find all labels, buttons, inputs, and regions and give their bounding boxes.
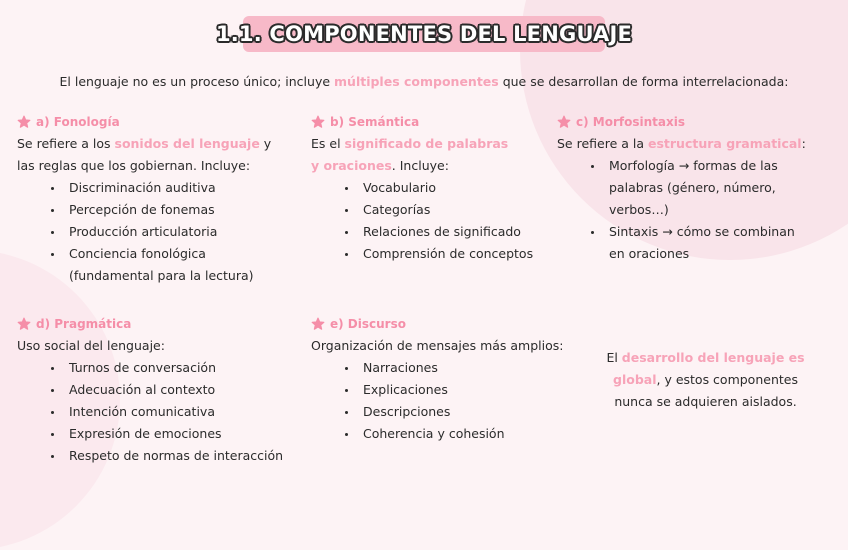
list-item: Categorías — [343, 199, 551, 221]
section-heading — [17, 313, 292, 335]
conclusion-note — [603, 347, 808, 413]
intro-text: El lenguaje no es un proceso único; incluye — [59, 74, 335, 89]
section-list — [49, 177, 269, 287]
section-heading-label: e) Discurso — [330, 317, 406, 331]
description-highlight: sonidos del lenguaje — [114, 136, 260, 151]
section-description: Organización de mensajes más amplios: — [311, 338, 564, 353]
list-item: Relaciones de significado — [343, 221, 551, 243]
section-morfosintaxis — [557, 111, 817, 265]
section-description — [17, 133, 287, 177]
list-item: Comprensión de conceptos — [343, 243, 551, 265]
list-item: Expresión de emociones — [49, 423, 292, 445]
section-pragmatica — [17, 313, 292, 467]
section-fonologia — [17, 111, 287, 287]
list-item: Respeto de normas de interacción — [49, 445, 292, 467]
star-icon — [17, 115, 31, 129]
list-item: Conciencia fonológica (fundamental para la lectura) — [49, 243, 269, 287]
description-text: y las reglas que los gobiernan. Incluye: — [17, 136, 272, 173]
section-heading — [311, 313, 571, 335]
list-item: Intención comunicativa — [49, 401, 292, 423]
section-heading-label: c) Morfosintaxis — [576, 115, 685, 129]
section-list — [343, 177, 551, 265]
description-text: Se refiere a la — [557, 136, 648, 151]
description-text: Es el — [311, 136, 345, 151]
description-text: : — [801, 136, 806, 151]
list-item: Producción articulatoria — [49, 221, 269, 243]
list-item: Explicaciones — [343, 379, 571, 401]
description-text: . Incluye: — [391, 158, 449, 173]
intro-text: que se desarrollan de forma interrelacionada: — [498, 74, 789, 89]
intro-paragraph — [0, 74, 848, 89]
list-item: Vocabulario — [343, 177, 551, 199]
page-title: 1.1. COMPONENTES DEL LENGUAJE — [215, 22, 633, 46]
list-item: Narraciones — [343, 357, 571, 379]
list-item: Turnos de conversación — [49, 357, 292, 379]
section-description: Uso social del lenguaje: — [17, 338, 165, 353]
section-semantica — [311, 111, 551, 265]
description-highlight: significado de palabras y oraciones — [311, 136, 509, 173]
star-icon — [311, 317, 325, 331]
section-heading-label: a) Fonología — [36, 115, 120, 129]
section-list — [49, 357, 292, 467]
conclusion-text: El — [606, 350, 622, 365]
conclusion-highlight: desarrollo del lenguaje es global — [613, 350, 805, 387]
section-description — [311, 133, 511, 177]
list-item: Percepción de fonemas — [49, 199, 269, 221]
list-item: Coherencia y cohesión — [343, 423, 571, 445]
section-discurso — [311, 313, 571, 445]
description-highlight: estructura gramatical — [648, 136, 802, 151]
section-heading — [311, 111, 551, 133]
intro-highlight: múltiples componentes — [334, 74, 499, 89]
description-text: Se refiere a los — [17, 136, 115, 151]
title-banner — [215, 16, 633, 52]
star-icon — [311, 115, 325, 129]
section-description — [557, 133, 817, 155]
list-item: Adecuación al contexto — [49, 379, 292, 401]
section-list — [589, 155, 799, 265]
star-icon — [17, 317, 31, 331]
list-item: Discriminación auditiva — [49, 177, 269, 199]
section-heading — [557, 111, 817, 133]
section-heading — [17, 111, 287, 133]
section-list — [343, 357, 571, 445]
section-heading-label: b) Semántica — [330, 115, 420, 129]
star-icon — [557, 115, 571, 129]
list-item: Descripciones — [343, 401, 571, 423]
section-heading-label: d) Pragmática — [36, 317, 132, 331]
conclusion-text: , y estos componentes nunca se adquieren aislados. — [614, 372, 798, 409]
list-item: Morfología → formas de las palabras (género, número, verbos…) — [589, 155, 799, 221]
list-item: Sintaxis → cómo se combinan en oraciones — [589, 221, 799, 265]
